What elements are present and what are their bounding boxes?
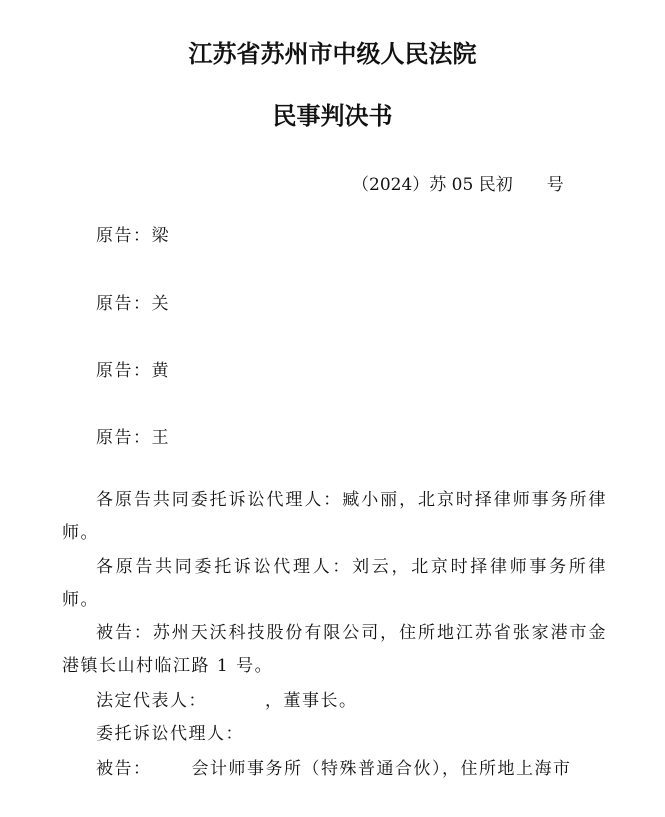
defendant-2 (62, 753, 607, 786)
defendant-1: 被告：苏州天沃科技股份有限公司，住所地江苏省张家港市金港镇长山村临江路 1 号。 (62, 623, 607, 676)
plaintiff-4 (96, 423, 170, 448)
plaintiff-label: 原告： (96, 294, 152, 314)
defendant-2-text: 会计师事务所（特殊普通合伙），住所地上海市 (191, 759, 572, 779)
plaintiff-name: 王 (151, 428, 170, 448)
plaintiff-3 (96, 356, 170, 381)
entrusted-agent (62, 718, 607, 751)
legal-rep-label: 法定代表人： (96, 691, 207, 711)
plaintiff-agent-1: 各原告共同委托诉讼代理人：臧小丽，北京时择律师事务所律师。 (62, 490, 607, 543)
court-name: 江苏省苏州市中级人民法院 (188, 39, 477, 68)
plaintiff-1 (96, 221, 170, 246)
legal-representative (62, 685, 607, 718)
plaintiff-name: 梁 (151, 226, 170, 246)
document-type: 民事判决书 (272, 101, 393, 130)
entrusted-agent-label: 委托诉讼代理人： (96, 724, 244, 744)
plaintiff-name: 关 (151, 294, 170, 314)
plaintiff-name: 黄 (151, 361, 170, 381)
case-number: （2024）苏 05 民初 号 (352, 175, 564, 195)
plaintiff-label: 原告： (96, 226, 152, 246)
plaintiff-label: 原告： (96, 361, 152, 381)
defendant-2-label: 被告： (96, 759, 152, 779)
plaintiff-label: 原告： (96, 428, 152, 448)
plaintiff-agent-2: 各原告共同委托诉讼代理人：刘云，北京时择律师事务所律师。 (62, 557, 607, 610)
legal-rep-suffix: ，董事长。 (265, 691, 358, 711)
plaintiff-2 (96, 289, 170, 314)
